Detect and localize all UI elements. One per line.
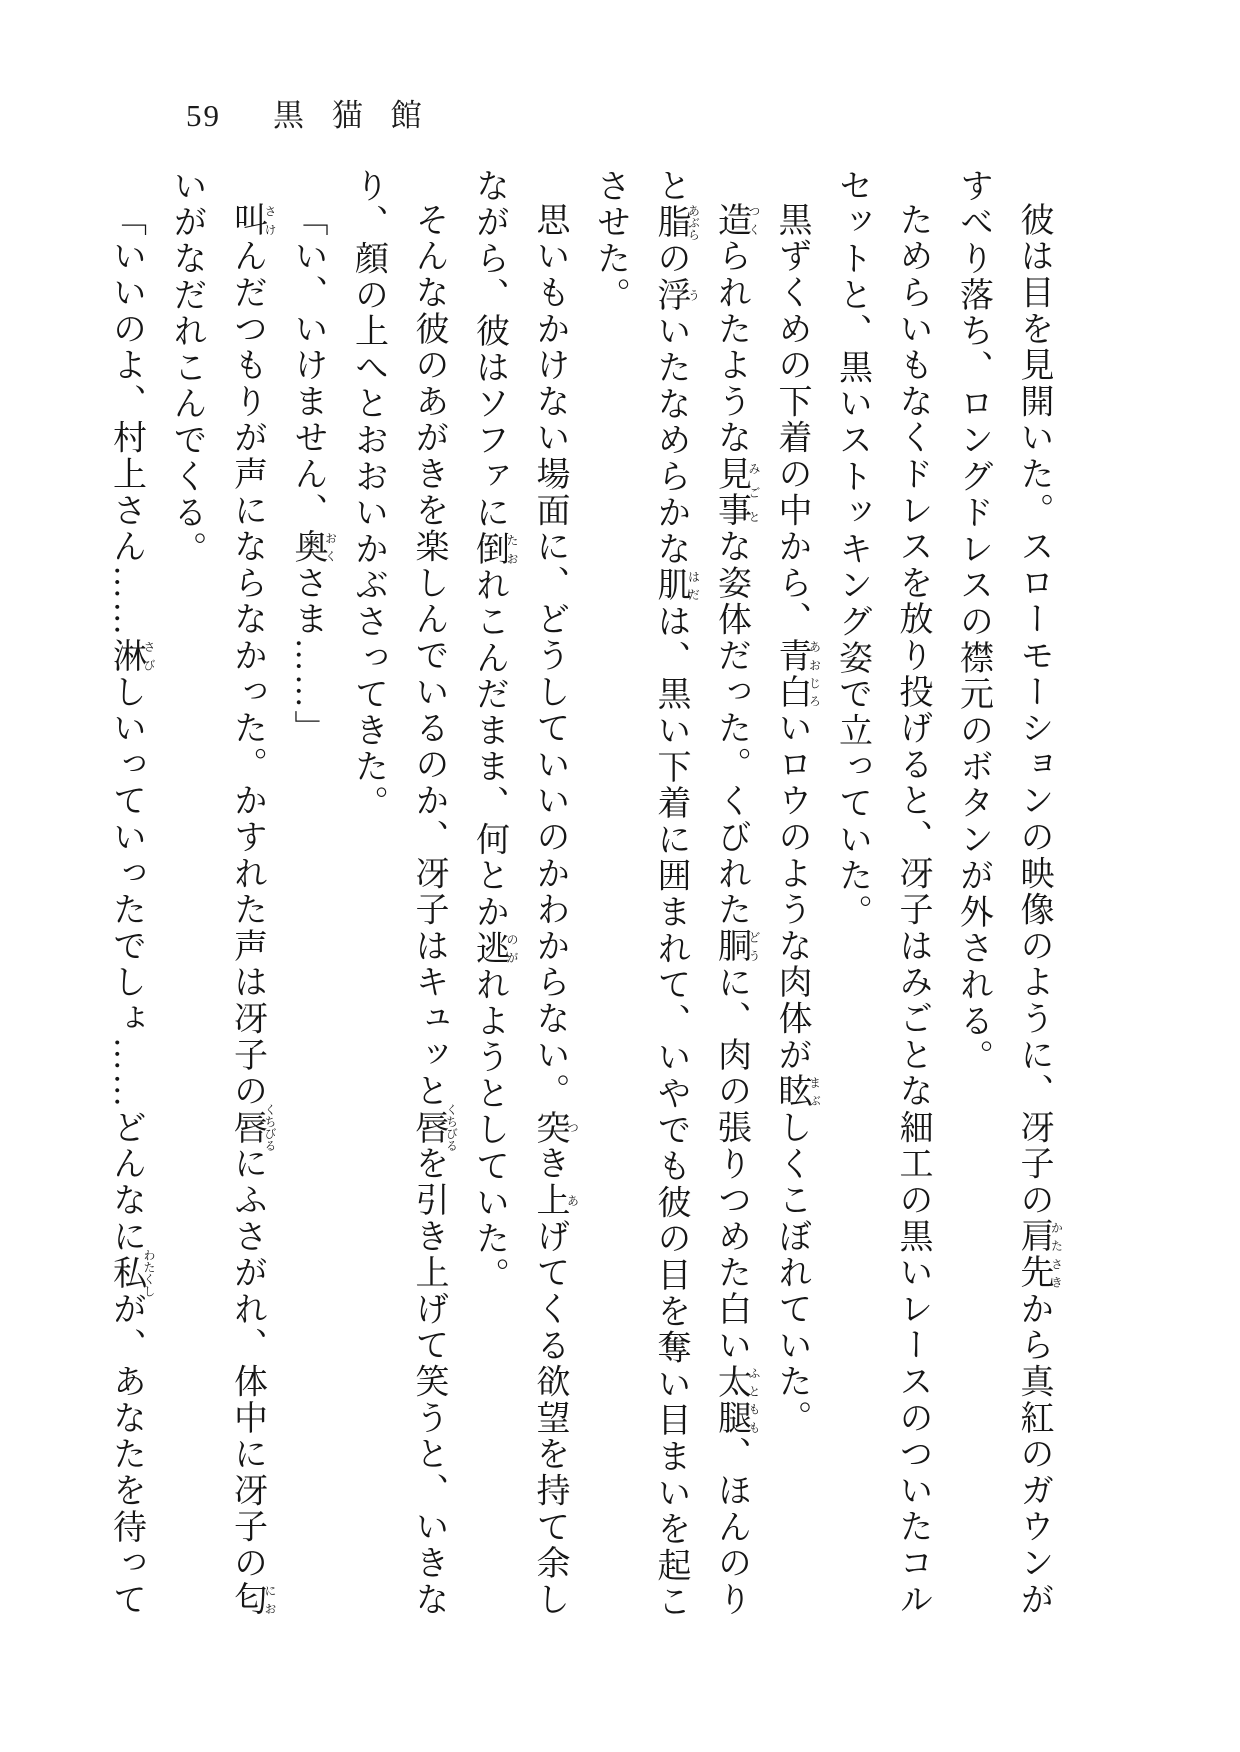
ruby-annotated-word: 太腿ふともも: [712, 1363, 761, 1437]
page-number: 59: [186, 98, 221, 133]
paragraph: ためらいもなくドレスを放り投げると、冴子はみごとな細工の黒いレースのついたコルセットと、黒いストッキング姿で立っていた。: [833, 168, 931, 1618]
ruby-annotated-word: 逃のが: [470, 930, 519, 967]
ruby-annotated-word: 青白あおじろ: [773, 637, 822, 711]
paragraph: 造つくられたような見事みごとな姿体だった。くびれた胴どうに、肉の張りつめた白い太腿ふともも、ほんのりと脂あぶらの浮ういたなめらかな肌はだは、黒い下着に囲まれて、いやでも彼の目を奪い目まいを起こさせた。: [591, 168, 761, 1621]
ruby-annotated-word: 倒たお: [470, 531, 519, 568]
ruby-annotated-word: 叫さけ: [228, 202, 277, 239]
ruby-annotated-word: 奥おく: [289, 528, 338, 566]
paragraph: 黒ずくめの下着の中から、青白あおじろいロウのような肉体が眩まぶしくこぼれていた。: [773, 202, 822, 1437]
ruby-annotated-word: 肩先かたさき: [1015, 1218, 1064, 1292]
ruby-annotated-word: 見事みごと: [712, 456, 761, 529]
ruby-annotated-word: 浮う: [652, 276, 701, 314]
paragraph: 叫さけんだつもりが声にならなかった。かすれた声は冴子の唇くちびるにふさがれ、体中に冴子の匂においがなだれこんでくる。: [168, 168, 277, 1618]
running-head: [186, 100, 450, 131]
body-text: [95, 168, 1063, 1628]
ruby-annotated-word: 脂あぶら: [652, 204, 701, 241]
paragraph: 「いいのよ、村上さん……淋さびしいっていったでしょ……どんなに私わたくしが、あなたを待って: [107, 202, 156, 1618]
ruby-annotated-word: 胴どう: [712, 928, 761, 965]
ruby-annotated-word: 匂にお: [228, 1581, 277, 1618]
ruby-annotated-word: 淋さび: [107, 637, 156, 674]
paragraph: 彼は目を見開いた。スローモーションの映像のように、冴子の肩先かたさきから真紅のガウンがすべり落ち、ロングドレスの襟元のボタンが外される。: [954, 168, 1064, 1618]
ruby-annotated-word: 上あ: [531, 1182, 580, 1219]
ruby-annotated-word: 突つ: [531, 1109, 580, 1146]
ruby-annotated-word: 肌はだ: [652, 567, 701, 604]
ruby-annotated-word: 眩まぶ: [773, 1073, 822, 1110]
paragraph: 思いもかけない場面に、どうしていいのかわからない。突つき上あげてくる欲望を持て余しながら、彼はソファに倒たおれこんだまま、何とか逃のがれようとしていた。: [470, 168, 580, 1618]
ruby-annotated-word: 私わたくし: [107, 1248, 156, 1297]
paragraph: そんな彼のあがきを楽しんでいるのか、冴子はキュッと唇くちびるを引き上げて笑うと、いきなり、顔の上へとおおいかぶさってきた。: [349, 168, 459, 1618]
paragraph: 「い、いけません、奥おくさま……」: [289, 202, 338, 747]
ruby-annotated-word: 唇くちびる: [228, 1103, 277, 1152]
book-title: 黒猫館: [273, 98, 450, 133]
ruby-annotated-word: 唇くちびる: [410, 1103, 459, 1152]
ruby-annotated-word: 造つく: [712, 202, 761, 239]
